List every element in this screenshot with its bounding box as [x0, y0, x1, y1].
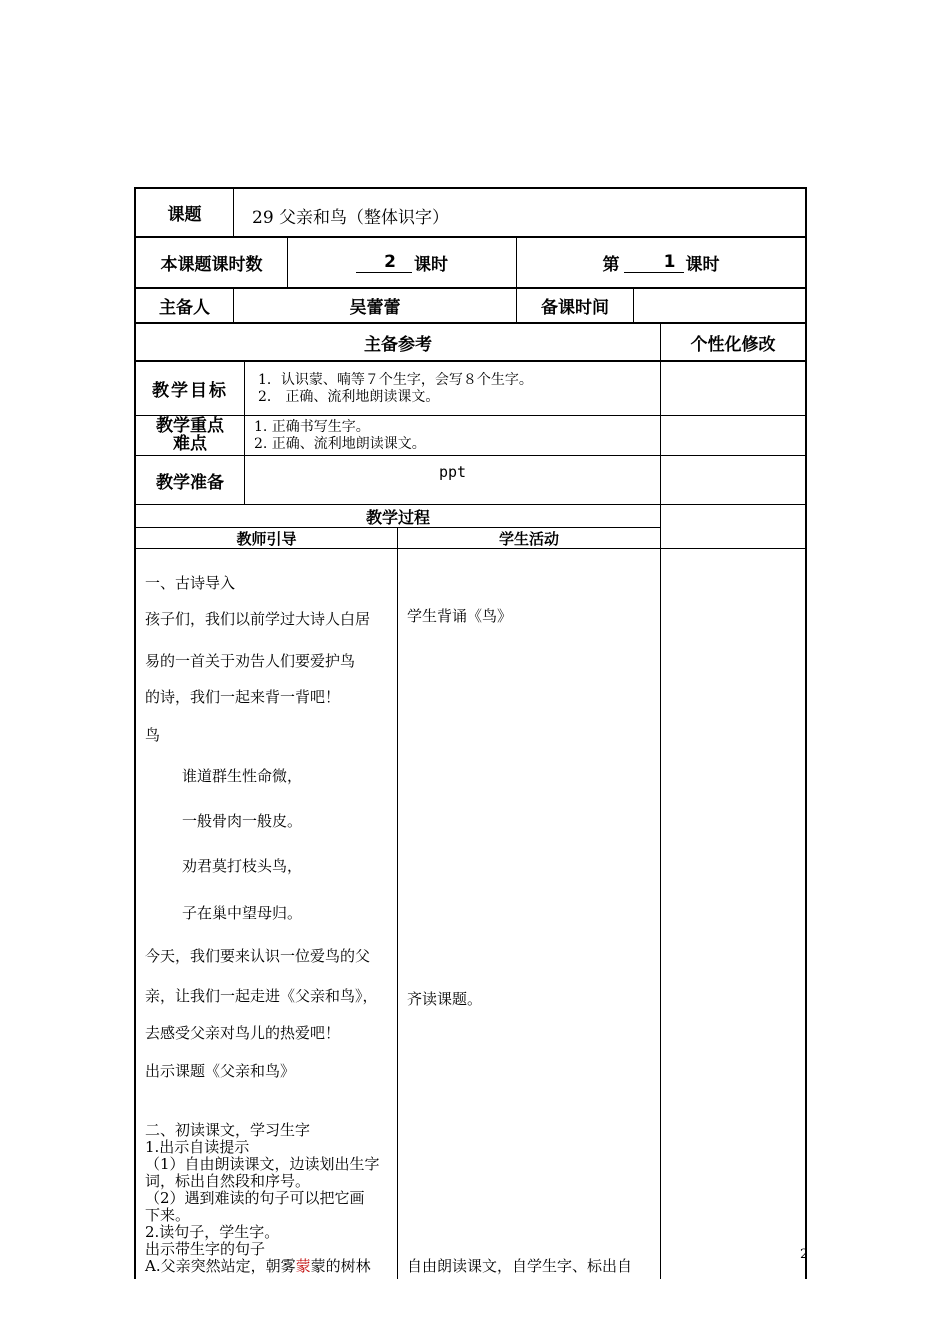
- hours-label: 本课题课时数: [160, 255, 263, 275]
- key-points-item-2: 2. 正确、流利地朗读课文。: [254, 436, 426, 452]
- teacher-line: 2.读句子，学生字。: [145, 1223, 280, 1241]
- preparer-value: 吴蕾蕾: [349, 298, 401, 318]
- key-points-label: [136, 417, 244, 453]
- poem-line: 谁道群生性命微，: [182, 767, 303, 785]
- teacher-line: 易的一首关于劝告人们要爱护鸟: [145, 652, 356, 670]
- teacher-line: 1.出示自读提示: [145, 1138, 250, 1156]
- page-number: 2: [800, 1247, 809, 1262]
- teacher-line: （2）遇到难读的句子可以把它画: [145, 1189, 365, 1207]
- poem-line: 一般骨肉一般皮。: [182, 812, 303, 830]
- goals-item-2: 2． 正确、流利地朗读课文。: [258, 389, 440, 405]
- reference-header: 主备参考: [364, 334, 432, 355]
- personal-header: 个性化修改: [690, 334, 776, 355]
- poem-line: 子在巢中望母归。: [182, 904, 303, 922]
- student-header: 学生活动: [498, 529, 559, 548]
- hours-field: [288, 238, 516, 287]
- hours-value: 2: [356, 252, 412, 273]
- sentence-text: 蒙的树林: [310, 1257, 371, 1275]
- goals-item-1: 1．认识蒙、喃等７个生字，会写８个生字。: [258, 372, 533, 388]
- topic-label: 课题: [167, 205, 202, 225]
- key-points-item-1: 1. 正确书写生字。: [254, 419, 370, 435]
- col-divider: [397, 527, 398, 1279]
- student-line: 齐读课题。: [407, 990, 483, 1008]
- teacher-line: 词，标出自然段和序号。: [145, 1172, 311, 1190]
- teacher-line: 下来。: [145, 1206, 191, 1224]
- key-points-label-line2: 难点: [173, 434, 207, 454]
- teacher-line: 出示带生字的句子: [145, 1240, 266, 1258]
- topic-value: 29 父亲和鸟（整体识字）: [252, 208, 450, 228]
- goals-label: 教学目标: [152, 381, 228, 401]
- teacher-line: 今天，我们要来认识一位爱鸟的父: [145, 947, 371, 965]
- teacher-line: 去感受父亲对鸟儿的热爱吧！: [145, 1024, 341, 1042]
- lesson-value: 1: [624, 252, 684, 273]
- prep-time-value: [634, 289, 805, 322]
- key-points-label-line1: 教学重点: [156, 416, 224, 436]
- student-line: 自由朗读课文，自学生字、标出自: [407, 1257, 633, 1275]
- preparer-label: 主备人: [159, 298, 210, 318]
- teacher-line-last: [145, 1258, 371, 1275]
- table-border-right: [805, 187, 807, 1279]
- col-divider: [233, 187, 234, 237]
- teacher-header: 教师引导: [236, 529, 297, 548]
- teacher-line: 亲，让我们一起走进《父亲和鸟》，: [145, 987, 378, 1005]
- teacher-line: 鸟: [145, 726, 161, 744]
- sentence-text: A.父亲突然站定，朝雾: [145, 1257, 296, 1275]
- teacher-line: 一、古诗导入: [145, 574, 236, 592]
- teacher-line: 出示课题《父亲和鸟》: [145, 1062, 296, 1080]
- process-title: 教学过程: [365, 507, 430, 527]
- lesson-field: [517, 238, 805, 287]
- poem-line: 劝君莫打枝头鸟，: [182, 857, 303, 875]
- table-border-top: [134, 187, 807, 189]
- teacher-line: 孩子们，我们以前学过大诗人白居: [145, 610, 371, 628]
- preparation-value: ppt: [438, 463, 467, 481]
- student-line: 学生背诵《鸟》: [407, 607, 513, 625]
- col-divider: [660, 323, 661, 1279]
- teacher-line: 二、初读课文，学习生字: [145, 1121, 311, 1139]
- teacher-line: （1）自由朗读课文，边读划出生字: [145, 1155, 380, 1173]
- lesson-prefix: 第: [602, 255, 620, 275]
- col-divider: [244, 361, 245, 505]
- preparation-label: 教学准备: [156, 472, 224, 493]
- teacher-line: 的诗，我们一起来背一背吧！: [145, 688, 341, 706]
- prep-time-label: 备课时间: [541, 298, 609, 318]
- highlighted-character: 蒙: [295, 1257, 311, 1275]
- hours-unit: 课时: [414, 255, 448, 275]
- row-divider: [134, 415, 807, 416]
- row-divider: [134, 548, 807, 549]
- lesson-unit: 课时: [685, 255, 720, 275]
